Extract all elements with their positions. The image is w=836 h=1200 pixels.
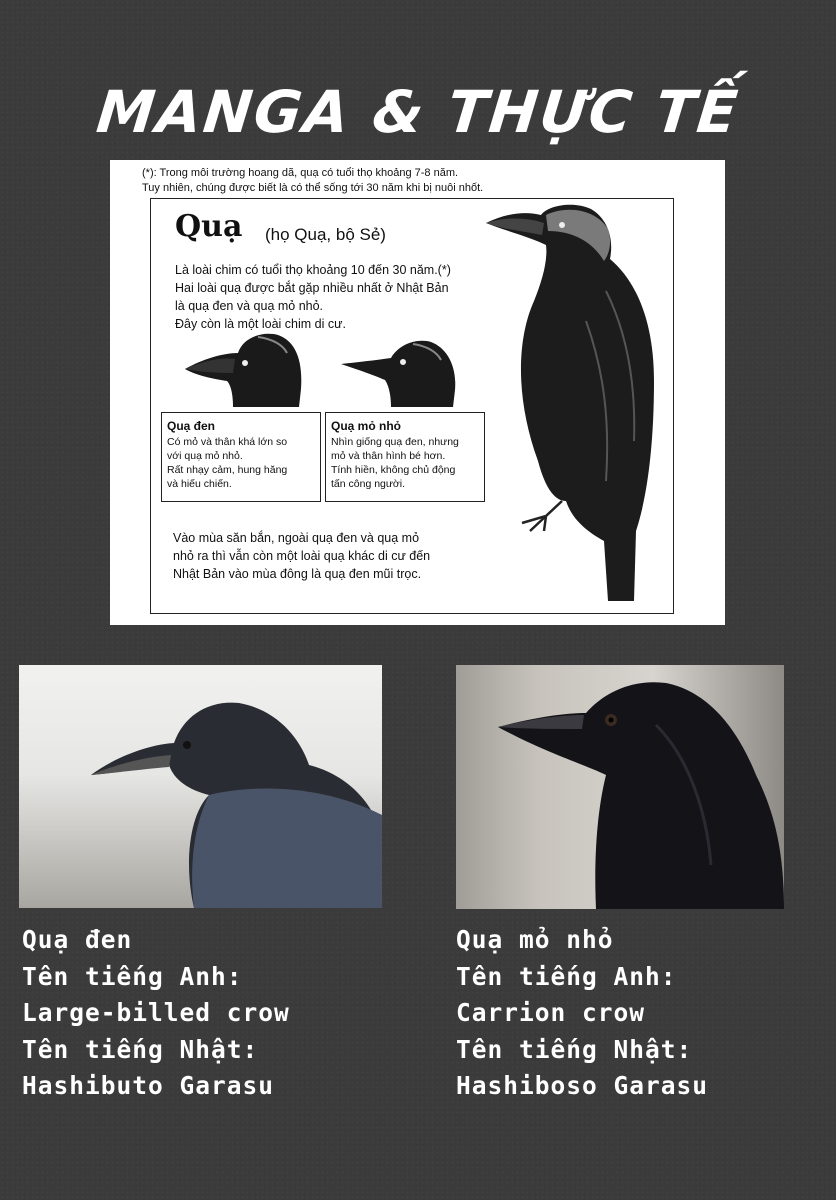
- caption-line: Hashiboso Garasu: [456, 1071, 709, 1100]
- manga-panel: [110, 160, 725, 625]
- large-billed-crow-head-illustration: [183, 329, 308, 409]
- info-box-line: tấn công người.: [331, 478, 406, 490]
- caption-line: Tên tiếng Anh:: [456, 961, 677, 991]
- caption-line: Tên tiếng Anh:: [22, 961, 243, 991]
- large-billed-crow-photo: [19, 665, 382, 908]
- large-billed-crow-info-box: [161, 412, 321, 502]
- large-billed-crow-caption: [22, 922, 290, 1105]
- description-line: là quạ đen và quạ mỏ nhỏ.: [175, 299, 324, 313]
- large-billed-crow-photo-art: [19, 665, 382, 908]
- caption-line: Quạ đen: [22, 925, 133, 954]
- info-box-line: và hiếu chiến.: [167, 478, 232, 490]
- carrion-crow-head-illustration: [339, 334, 464, 409]
- carrion-crow-caption: [456, 922, 708, 1105]
- caption-line: Quạ mỏ nhỏ: [456, 925, 614, 954]
- caption-line: Carrion crow: [456, 998, 646, 1027]
- caption-line: Large-billed crow: [22, 998, 290, 1027]
- carrion-crow-photo-art: [456, 665, 784, 909]
- info-box-line: Có mỏ và thân khá lớn so: [167, 436, 288, 448]
- caption-line: Hashibuto Garasu: [22, 1071, 275, 1100]
- caption-line: Tên tiếng Nhật:: [456, 1034, 693, 1064]
- footnote-line: (*): Trong môi trường hoang dã, quạ có tuổi thọ khoảng 7-8 năm.: [142, 167, 459, 179]
- info-frame: [150, 198, 674, 614]
- info-box-heading: Quạ đen: [167, 419, 216, 433]
- migration-line: nhỏ ra thì vẫn còn một loài quạ khác di cư đến: [173, 549, 431, 563]
- info-box-heading: Quạ mỏ nhỏ: [331, 419, 401, 433]
- migration-note: [173, 529, 430, 583]
- crow-family: (họ Quạ, bộ Sẻ): [265, 225, 386, 244]
- info-box-line: Rất nhạy cảm, hung hăng: [167, 464, 288, 476]
- carrion-crow-photo: [456, 665, 784, 909]
- footnote-line: Tuy nhiên, chúng được biết là có thể sống tới 30 năm khi bị nuôi nhốt.: [142, 182, 484, 194]
- carrion-crow-info-box: [325, 412, 485, 502]
- migration-line: Vào mùa săn bắn, ngoài quạ đen và quạ mỏ: [173, 531, 420, 545]
- page-title: MANGA & THỰC TẾ: [93, 78, 743, 146]
- info-box-line: với quạ mỏ nhỏ.: [167, 450, 243, 462]
- footnote: [142, 166, 483, 196]
- info-box-line: mỏ và thân hình bé hơn.: [331, 450, 446, 462]
- description-line: Hai loài quạ được bắt gặp nhiều nhất ở Nhật Bản: [175, 281, 449, 295]
- migration-line: Nhật Bản vào mùa đông là quạ đen mũi trọc.: [173, 567, 422, 581]
- description-line: Là loài chim có tuổi thọ khoảng 10 đến 30 năm.(*): [175, 263, 451, 277]
- crow-heading: Quạ: [175, 209, 243, 244]
- description-line: Đây còn là một loài chim di cư.: [175, 317, 346, 331]
- crow-description: [175, 261, 451, 333]
- caption-line: Tên tiếng Nhật:: [22, 1034, 259, 1064]
- info-box-line: Nhìn giống quạ đen, nhưng: [331, 436, 459, 448]
- info-box-line: Tính hiền, không chủ động: [331, 464, 456, 476]
- standing-crow-illustration: [486, 201, 671, 611]
